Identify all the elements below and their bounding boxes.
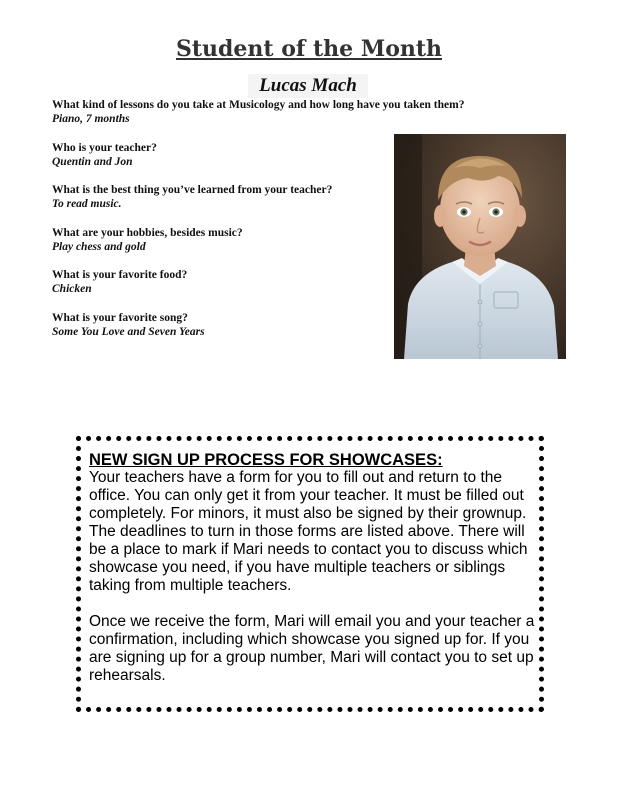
portrait-illustration [394, 134, 566, 359]
notice-paragraph: Once we receive the form, Mari will email you and your teacher a confirmation, including which showcase you signed up for. If you are signing up for a group number, Mari will contact you to set up rehearsals. [89, 613, 535, 684]
answer-text: Chicken [52, 283, 92, 295]
answer-text: Piano, 7 months [52, 113, 130, 125]
answer-text: To read music. [52, 198, 122, 210]
answer-text: Play chess and gold [52, 241, 146, 253]
question-text: What is your favorite song? [52, 312, 188, 324]
question-text: What are your hobbies, besides music? [52, 227, 243, 239]
showcase-notice-box [76, 436, 544, 712]
notice-paragraph: Your teachers have a form for you to fill out and return to the office. You can only get it from your teacher. It must be filled out completely. For minors, it must also be signed by their grownup. The deadlines to turn in those forms are listed above. There will be a place to mark if Mari needs to contact you to discuss which showcase you need, if you have multiple teachers or siblings taking from multiple teachers. [89, 469, 528, 594]
question-text: What kind of lessons do you take at Musicology and how long have you taken them? [52, 99, 465, 111]
student-portrait-photo [394, 134, 566, 359]
answer-text: Quentin and Jon [52, 156, 133, 168]
notice-title: NEW SIGN UP PROCESS FOR SHOWCASES: [89, 451, 443, 469]
question-text: Who is your teacher? [52, 142, 157, 154]
question-text: What is the best thing you’ve learned from your teacher? [52, 184, 333, 196]
question-text: What is your favorite food? [52, 269, 188, 281]
student-name: Lucas Mach [248, 74, 368, 98]
page-title: Student of the Month [175, 36, 443, 62]
answer-text: Some You Love and Seven Years [52, 326, 205, 338]
qa-item-lessons [52, 98, 512, 126]
